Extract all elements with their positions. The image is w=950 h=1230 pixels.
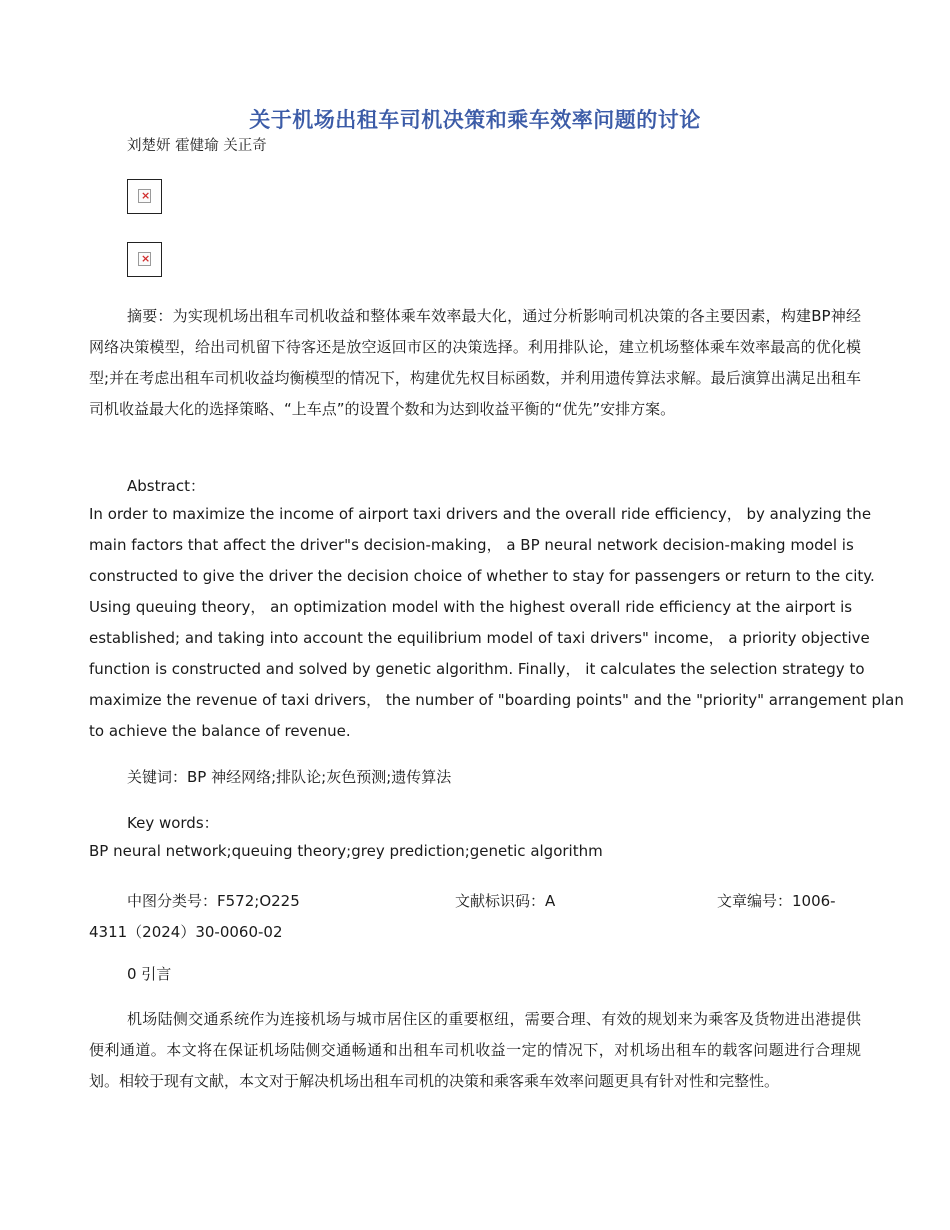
author-list: 刘楚妍 霍健瑜 关正奇	[127, 138, 267, 154]
broken-image-icon: ×	[138, 252, 151, 266]
abstract-english	[89, 499, 904, 747]
paper-title: 关于机场出租车司机决策和乘车效率问题的讨论	[249, 107, 701, 132]
article-number: 文章编号：1006-	[717, 892, 836, 910]
abstract-english-line: function is constructed and solved by genetic algorithm. Finally， it calculates the selection strategy to	[89, 660, 865, 678]
abstract-english-line: In order to maximize the income of airport taxi drivers and the overall ride efficiency， by analyzing the	[89, 505, 872, 523]
abstract-english-line: Using queuing theory， an optimization model with the highest overall ride efficiency at the airport is	[89, 598, 853, 616]
abstract-english-line: main factors that affect the driver"s decision-making， a BP neural network decision-making model is	[89, 536, 854, 554]
keywords-english-label: Key words：	[127, 814, 219, 832]
keywords-english: BP neural network;queuing theory;grey prediction;genetic algorithm	[89, 842, 603, 860]
broken-image-icon: ×	[138, 189, 151, 203]
abstract-english-line: established; and taking into account the equilibrium model of taxi drivers" income， a priority objective	[89, 629, 870, 647]
broken-image-placeholder	[127, 179, 162, 214]
abstract-chinese: 摘要：为实现机场出租车司机收益和整体乘车效率最大化，通过分析影响司机决策的各主要因素，构建BP神经网络决策模型，给出司机留下待客还是放空返回市区的决策选择。利用排队论，建立机场整体乘车效率最高的优化模型;并在考虑出租车司机收益均衡模型的情况下，构建优先权目标函数，并利用遗传算法求解。最后演算出满足出租车司机收益最大化的选择策略、“上车点”的设置个数和为达到收益平衡的“优先”安排方案。	[89, 307, 861, 418]
clc-number: 中图分类号：F572;O225	[127, 892, 300, 910]
article-number-continued: 4311（2024）30-0060-02	[89, 923, 283, 941]
broken-image-placeholder	[127, 242, 162, 277]
abstract-english-line: maximize the revenue of taxi drivers， the number of "boarding points" and the "priority" arrangement plan	[89, 691, 904, 709]
abstract-english-line: to achieve the balance of revenue.	[89, 722, 351, 740]
abstract-english-line: constructed to give the driver the decision choice of whether to stay for passengers or return to the city.	[89, 567, 875, 585]
introduction-paragraph: 机场陆侧交通系统作为连接机场与城市居住区的重要枢纽，需要合理、有效的规划来为乘客及货物进出港提供便利通道。本文将在保证机场陆侧交通畅通和出租车司机收益一定的情况下，对机场出租车的载客问题进行合理规划。相较于现有文献，本文对于解决机场出租车司机的决策和乘客乘车效率问题更具有针对性和完整性。	[89, 1010, 861, 1090]
section-heading: 0 引言	[127, 965, 172, 983]
abstract-english-label: Abstract：	[127, 477, 205, 495]
document-code: 文献标识码：A	[455, 892, 556, 910]
keywords-chinese: 关键词：BP 神经网络;排队论;灰色预测;遗传算法	[127, 768, 452, 786]
